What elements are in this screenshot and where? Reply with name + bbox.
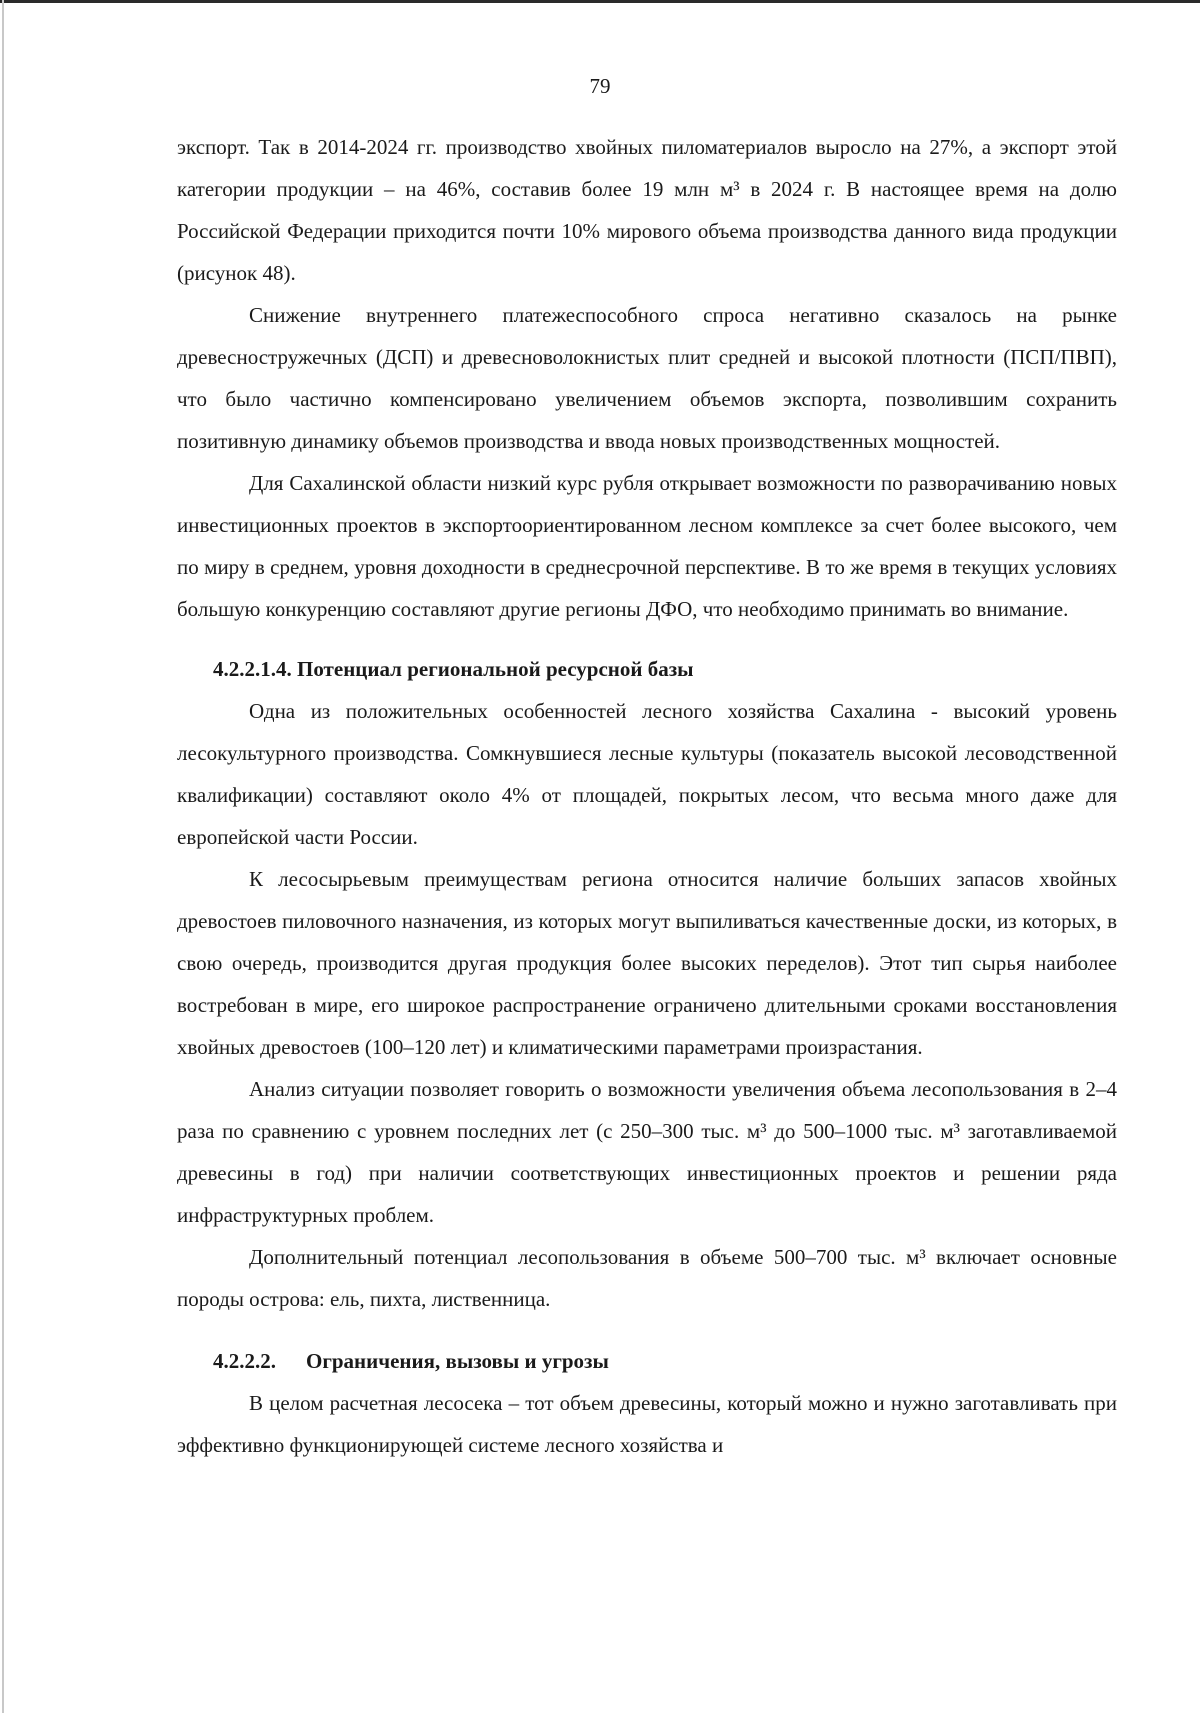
paragraph-additional-potential: Дополнительный потенциал лесопользования в объеме 500–700 тыс. м³ включает основные породы острова: ель, пихта, лиственница. xyxy=(177,1245,1117,1311)
section-heading-number: 4.2.2.2. xyxy=(213,1349,276,1373)
paragraph-export-continuation: экспорт. Так в 2014-2024 гг. производство хвойных пиломатериалов выросло на 27%, а экспорт этой категории продукции – на 46%, составив более 19 млн м³ в 2024 г. В настоящее время на долю Российской Федерации приходится почти 10% мирового объема производства данного вида продукции (рисунок 48). xyxy=(177,135,1117,285)
document-body xyxy=(177,126,1117,1466)
section-heading-resource-base: 4.2.2.1.4. Потенциал региональной ресурсной базы xyxy=(213,657,694,681)
paragraph-domestic-demand: Снижение внутреннего платежеспособного спроса негативно сказалось на рынке древесностружечных (ДСП) и древесноволокнистых плит средней и высокой плотности (ПСП/ПВП), что было частично компенсировано увеличением объемов экспорта, позволившим сохранить позитивную динамику объемов производства и ввода новых производственных мощностей. xyxy=(177,303,1117,453)
paragraph-allowable-cut: В целом расчетная лесосека – тот объем древесины, который можно и нужно заготавливать при эффективно функционирующей системе лесного хозяйства и xyxy=(177,1391,1117,1457)
section-heading-title: Ограничения, вызовы и угрозы xyxy=(306,1349,609,1373)
page-number: 79 xyxy=(589,74,611,98)
paragraph-logging-potential: Анализ ситуации позволяет говорить о возможности увеличения объема лесопользования в 2–4 раза по сравнению с уровнем последних лет (с 250–300 тыс. м³ до 500–1000 тыс. м³ заготавливаемой древесины в год) при наличии соответствующих инвестиционных проектов и решении ряда инфраструктурных проблем. xyxy=(177,1077,1117,1227)
paragraph-sakhalin-ruble: Для Сахалинской области низкий курс рубля открывает возможности по разворачиванию новых инвестиционных проектов в экспортоориентированном лесном комплексе за счет более высокого, чем по миру в среднем, уровня доходности в среднесрочной перспективе. В то же время в текущих условиях большую конкуренцию составляют другие регионы ДФО, что необходимо принимать во внимание. xyxy=(177,471,1117,621)
paragraph-raw-material-advantages: К лесосырьевым преимуществам региона относится наличие больших запасов хвойных древостоев пиловочного назначения, из которых могут выпиливаться качественные доски, из которых, в свою очередь, производится другая продукция более высоких переделов). Этот тип сырья наиболее востребован в мире, его широкое распространение ограничено длительными сроками восстановления хвойных древостоев (100–120 лет) и климатическими параметрами произрастания. xyxy=(177,867,1117,1059)
section-heading-constraints xyxy=(177,1340,1117,1382)
scan-left-edge xyxy=(2,0,4,1713)
paragraph-forest-culture: Одна из положительных особенностей лесного хозяйства Сахалина - высокий уровень лесокультурного производства. Сомкнувшиеся лесные культуры (показатель высокой лесоводственной квалификации) составляют около 4% от площадей, покрытых лесом, что весьма много даже для европейской части России. xyxy=(177,699,1117,849)
scan-top-edge xyxy=(0,0,1200,3)
